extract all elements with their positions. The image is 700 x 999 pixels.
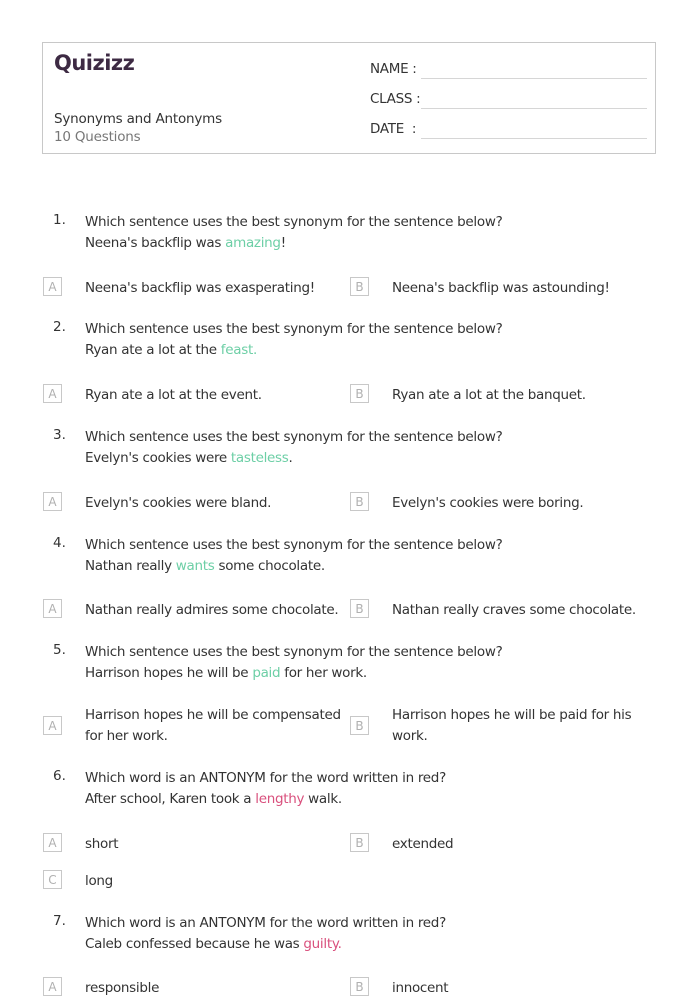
question-number: 4.: [53, 535, 66, 551]
highlighted-word: guilty.: [303, 936, 342, 952]
question-count: 10 Questions: [54, 129, 141, 145]
question-sentence: Evelyn's cookies were tasteless.: [85, 450, 293, 466]
option-text: extended: [392, 836, 454, 852]
question-prompt: Which sentence uses the best synonym for the sentence below?: [85, 321, 503, 337]
question-number: 1.: [53, 212, 66, 228]
question-sentence: Ryan ate a lot at the feast.: [85, 342, 257, 358]
question-text: [85, 913, 446, 955]
option-text: Neena's backflip was exasperating!: [85, 280, 315, 296]
option-text: Nathan really craves some chocolate.: [392, 602, 636, 618]
option-letter-box[interactable]: A: [43, 977, 62, 996]
option-letter-box[interactable]: A: [43, 277, 62, 296]
question-number: 6.: [53, 768, 66, 784]
question-number: 3.: [53, 427, 66, 443]
name-label: NAME :: [370, 61, 417, 77]
question-number: 2.: [53, 319, 66, 335]
class-field[interactable]: [370, 87, 647, 109]
option-letter-box[interactable]: A: [43, 384, 62, 403]
question-number: 7.: [53, 913, 66, 929]
question-text: [85, 212, 502, 254]
highlighted-word: tasteless: [230, 450, 289, 466]
option-text: innocent: [392, 980, 449, 996]
option-text: Ryan ate a lot at the banquet.: [392, 387, 586, 403]
date-label: DATE :: [370, 121, 417, 137]
option-text: Ryan ate a lot at the event.: [85, 387, 262, 403]
option-letter-box[interactable]: B: [350, 833, 369, 852]
option-letter-box[interactable]: A: [43, 716, 62, 735]
option-letter-box[interactable]: B: [350, 599, 369, 618]
highlighted-word: paid: [252, 665, 281, 681]
option-text: Evelyn's cookies were bland.: [85, 495, 272, 511]
option-text: short: [85, 836, 119, 852]
option-letter-box[interactable]: B: [350, 716, 369, 735]
option-text: Evelyn's cookies were boring.: [392, 495, 584, 511]
question-sentence: Neena's backflip was amazing!: [85, 235, 286, 251]
question-prompt: Which sentence uses the best synonym for the sentence below?: [85, 537, 503, 553]
class-label: CLASS :: [370, 91, 421, 107]
question-text: [85, 642, 502, 684]
question-prompt: Which word is an ANTONYM for the word written in red?: [85, 915, 446, 931]
option-letter-box[interactable]: A: [43, 599, 62, 618]
option-letter-box[interactable]: B: [350, 492, 369, 511]
name-field[interactable]: [370, 57, 647, 79]
option-letter-box[interactable]: C: [43, 870, 62, 889]
name-input-line[interactable]: [421, 78, 647, 79]
option-letter-box[interactable]: A: [43, 833, 62, 852]
question-text: [85, 768, 446, 810]
highlighted-word: lengthy: [255, 791, 305, 807]
question-number: 5.: [53, 642, 66, 658]
question-prompt: Which sentence uses the best synonym for the sentence below?: [85, 429, 503, 445]
question-sentence: After school, Karen took a lengthy walk.: [85, 791, 342, 807]
question-text: [85, 535, 502, 577]
highlighted-word: feast.: [220, 342, 257, 358]
question-prompt: Which sentence uses the best synonym for the sentence below?: [85, 214, 503, 230]
option-letter-box[interactable]: B: [350, 277, 369, 296]
date-input-line[interactable]: [421, 138, 647, 139]
option-letter-box[interactable]: A: [43, 492, 62, 511]
question-text: [85, 427, 502, 469]
option-text: Nathan really admires some chocolate.: [85, 602, 339, 618]
option-text: responsible: [85, 980, 160, 996]
class-input-line[interactable]: [421, 108, 647, 109]
option-text: Harrison hopes he will be compensated for her work.: [85, 707, 341, 744]
question-sentence: Caleb confessed because he was guilty.: [85, 936, 342, 952]
question-text: [85, 319, 502, 361]
question-sentence: Nathan really wants some chocolate.: [85, 558, 325, 574]
highlighted-word: wants: [175, 558, 215, 574]
option-text: Neena's backflip was astounding!: [392, 280, 610, 296]
option-text: Harrison hopes he will be paid for his work.: [392, 707, 632, 744]
worksheet-header: [42, 42, 656, 154]
option-letter-box[interactable]: B: [350, 977, 369, 996]
quizizz-logo: Quizizz: [54, 51, 135, 75]
question-prompt: Which sentence uses the best synonym for the sentence below?: [85, 644, 503, 660]
highlighted-word: amazing: [225, 235, 281, 251]
worksheet-title: Synonyms and Antonyms: [54, 111, 222, 127]
question-prompt: Which word is an ANTONYM for the word written in red?: [85, 770, 446, 786]
question-sentence: Harrison hopes he will be paid for her work.: [85, 665, 367, 681]
option-text: long: [85, 873, 113, 889]
option-letter-box[interactable]: B: [350, 384, 369, 403]
date-field[interactable]: [370, 117, 647, 139]
